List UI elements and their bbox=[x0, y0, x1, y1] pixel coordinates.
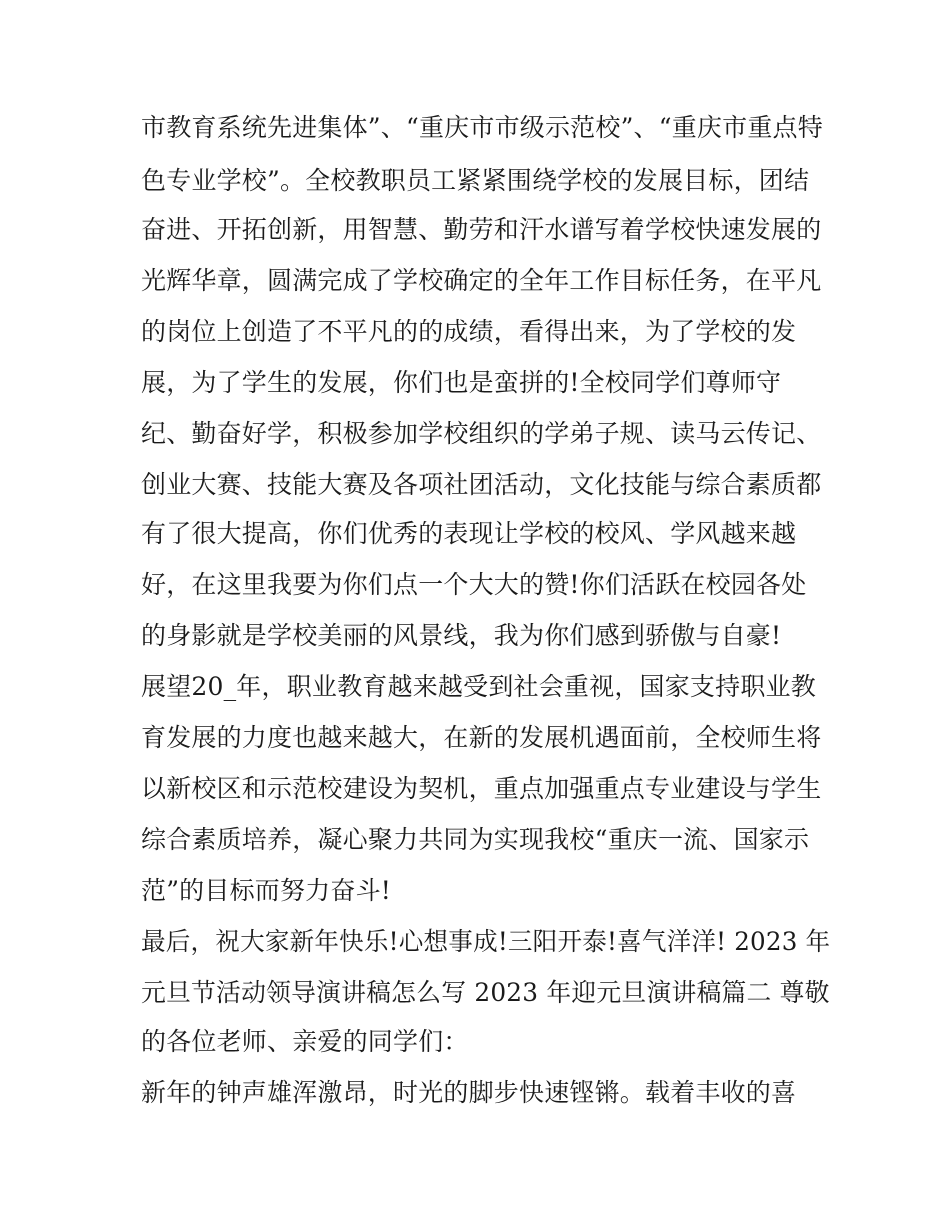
text-line: 有了很大提高，你们优秀的表现让学校的校风、学风越来越 bbox=[141, 519, 797, 548]
text-line: 纪、勤奋好学，积极参加学校组织的学弟子规、读马云传记、 bbox=[141, 419, 822, 448]
text-line: 元旦节活动领导演讲稿怎么写 2023 年迎元旦演讲稿篇二 尊敬 bbox=[141, 978, 830, 1007]
text-line: 光辉华章，圆满完成了学校确定的全年工作目标任务，在平凡 bbox=[141, 266, 822, 295]
text-line: 综合素质培养，凝心聚力共同为实现我校“重庆一流、国家示 bbox=[141, 825, 810, 854]
text-line: 好，在这里我要为你们点一个大大的赞!你们活跃在校园各处 bbox=[141, 570, 807, 599]
text-line: 的岗位上创造了不平凡的的成绩，看得出来，为了学校的发 bbox=[141, 317, 797, 346]
text-line: 的各位老师、亲爱的同学们： bbox=[141, 1027, 469, 1056]
text-line: 范”的目标而努力奋斗! bbox=[141, 876, 392, 905]
text-line: 的身影就是学校美丽的风景线，我为你们感到骄傲与自豪! bbox=[141, 621, 782, 650]
text-line: 展望20_年，职业教育越来越受到社会重视，国家支持职业教 bbox=[141, 672, 816, 701]
text-line: 色专业学校”。全校教职员工紧紧围绕学校的发展目标，团结 bbox=[141, 166, 810, 195]
text-line: 市教育系统先进集体”、“重庆市市级示范校”、“重庆市重点特 bbox=[141, 113, 823, 142]
text-line: 奋进、开拓创新，用智慧、勤劳和汗水谱写着学校快速发展的 bbox=[141, 215, 822, 244]
text-line: 最后，祝大家新年快乐!心想事成!三阳开泰!喜气洋洋! 2023 年 bbox=[141, 927, 831, 956]
text-line: 创业大赛、技能大赛及各项社团活动，文化技能与综合素质都 bbox=[141, 470, 822, 499]
text-line: 新年的钟声雄浑激昂，时光的脚步快速铿锵。载着丰收的喜 bbox=[141, 1078, 797, 1107]
text-line: 展，为了学生的发展，你们也是蛮拼的!全校同学们尊师守 bbox=[141, 368, 782, 397]
text-line: 育发展的力度也越来越大，在新的发展机遇面前，全校师生将 bbox=[141, 723, 822, 752]
text-line: 以新校区和示范校建设为契机，重点加强重点专业建设与学生 bbox=[141, 774, 822, 803]
